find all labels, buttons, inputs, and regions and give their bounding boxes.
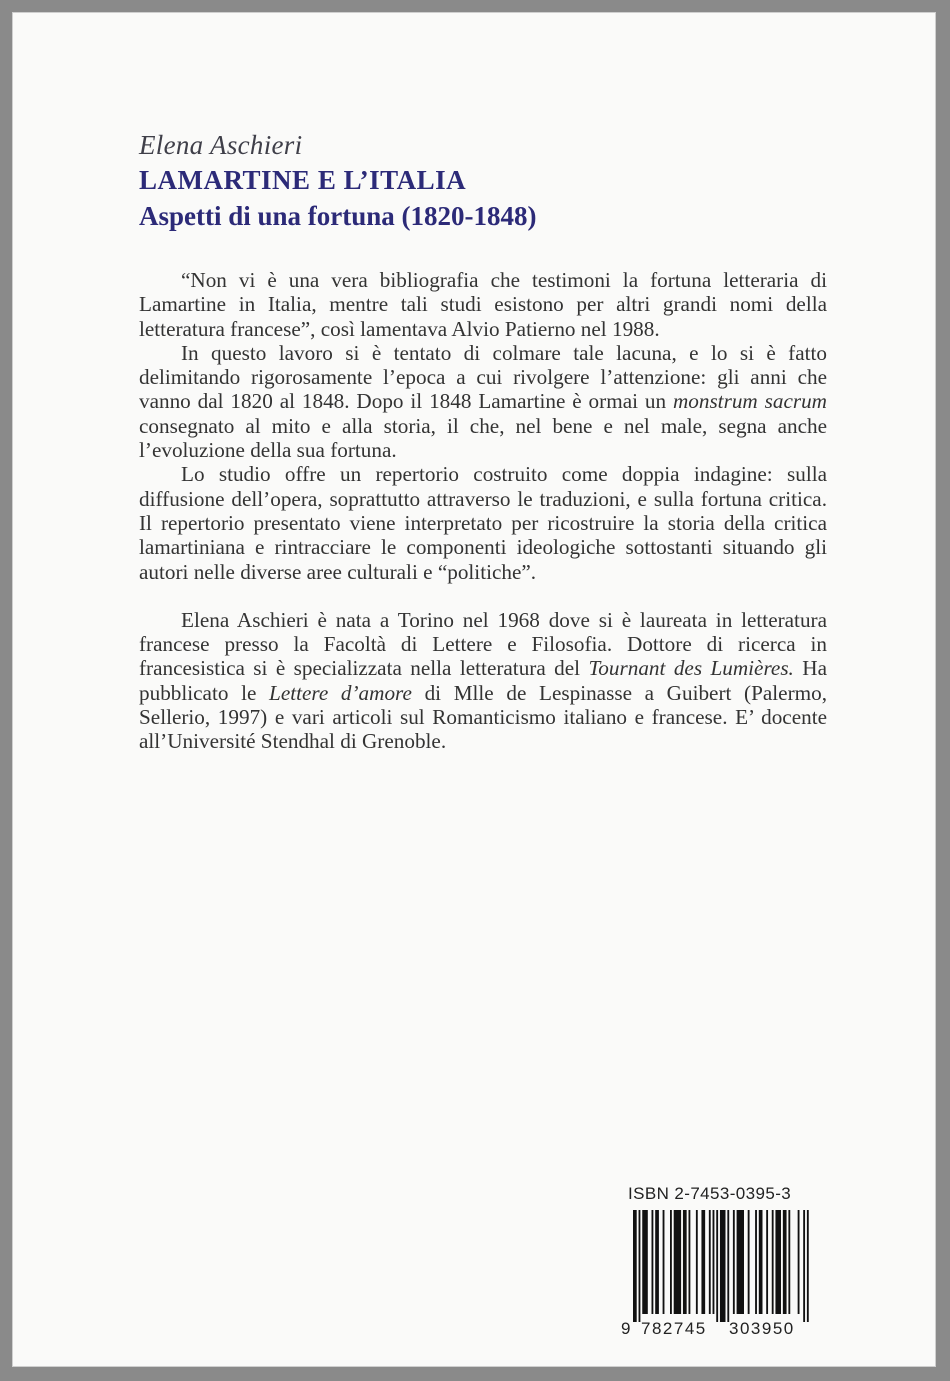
barcode-bar: [759, 1210, 763, 1314]
book-subtitle: Aspetti di una fortuna (1820-1848): [139, 201, 537, 231]
text-run: Ha pubblicato le: [139, 656, 827, 705]
text-run: In questo lavoro si è tentato di colmare tale lacuna, e lo si è fatto delimitando rigorosamente l’epoca a cui rivolgere l’attenzione: gli anni che vanno dal 1820 al 1848. Dopo il 1848 Lamartine è ormai un: [139, 340, 827, 414]
barcode-bar: [733, 1210, 735, 1314]
isbn-barcode: [619, 1210, 819, 1336]
barcode-bar: [674, 1210, 681, 1314]
barcode-bar: [689, 1210, 691, 1314]
barcode-bar: [807, 1210, 809, 1322]
blurb-text: [139, 268, 827, 754]
barcode-bar: [783, 1210, 787, 1314]
italic-run: Tournant des Lumières.: [588, 656, 794, 681]
barcode-bar: [755, 1210, 757, 1314]
barcode-bar: [642, 1210, 648, 1314]
barcode-bars: [633, 1210, 809, 1322]
barcode-first-digit: 9: [621, 1319, 631, 1336]
barcode-bar: [803, 1210, 805, 1322]
barcode-bar: [639, 1210, 641, 1322]
barcode-bar: [683, 1210, 687, 1314]
barcode-bar: [766, 1210, 768, 1314]
barcode-bar: [798, 1210, 800, 1314]
barcode-bar: [713, 1210, 715, 1314]
italic-run: monstrum sacrum: [672, 389, 827, 414]
blurb-paragraph-1: “Non vi è una vera bibliografia che testimoni la fortuna letteraria di Lamartine in Italia, mentre tali studi esistono per altri grandi nomi della letteratura francese”, così lamentava Alvio Patierno nel 1988.: [139, 268, 827, 341]
blurb-paragraph-3: Lo studio offre un repertorio costruito come doppia indagine: sulla diffusione dell’opera, soprattutto attraverso le traduzioni, e sulla fortuna critica. Il repertorio presentato viene interpretato per ricostruire la storia della critica lamartiniana e rintracciare le componenti ideologiche sottostanti situando gli autori nelle diverse aree culturali e “politiche”.: [139, 462, 827, 584]
isbn-label: ISBN 2-7453-0395-3: [628, 1184, 792, 1203]
author-name: Elena Aschieri: [139, 130, 303, 160]
author-bio: [139, 608, 827, 754]
text-run: Elena Aschieri è nata a Torino nel 1968 dove si è laureata in letteratura francese presso la Facoltà di Lettere e Filosofia. Dottore di ricerca in francesistica si è specializzata nella letteratura del: [139, 607, 827, 681]
barcode-left-digits: 782745: [641, 1319, 707, 1336]
barcode-bar: [633, 1210, 637, 1322]
barcode-bar: [788, 1210, 790, 1314]
barcode-bar: [701, 1210, 705, 1314]
barcode-bar: [716, 1210, 718, 1322]
italic-run: Lettere d’amore: [269, 680, 412, 705]
text-run: consegnato al mito e alla storia, il che, nel bene e nel male, segna anche l’evoluzione della sua fortuna.: [139, 413, 827, 463]
barcode-bar: [655, 1210, 659, 1314]
barcode-bar: [709, 1210, 711, 1314]
blurb-paragraph-2: [139, 341, 827, 462]
barcode-right-digits: 303950: [729, 1319, 795, 1336]
barcode-bar: [663, 1210, 665, 1314]
barcode-bar: [670, 1210, 672, 1314]
book-back-cover: [12, 12, 936, 1367]
barcode-bar: [772, 1210, 774, 1314]
barcode-bar: [748, 1210, 750, 1314]
book-title: LAMARTINE E L’ITALIA: [139, 165, 467, 195]
barcode-bar: [720, 1210, 726, 1322]
barcode-bar: [652, 1210, 654, 1314]
text-run: di Mlle de Lespinasse a Guibert (Palermo, Sellerio, 1997) e vari articoli sul Romanticismo italiano e francese. E’ docente all’Université Stendhal di Grenoble.: [139, 680, 828, 754]
barcode-bar: [727, 1210, 729, 1322]
barcode-bar: [696, 1210, 698, 1314]
barcode-bar: [775, 1210, 781, 1314]
barcode-bar: [737, 1210, 744, 1314]
